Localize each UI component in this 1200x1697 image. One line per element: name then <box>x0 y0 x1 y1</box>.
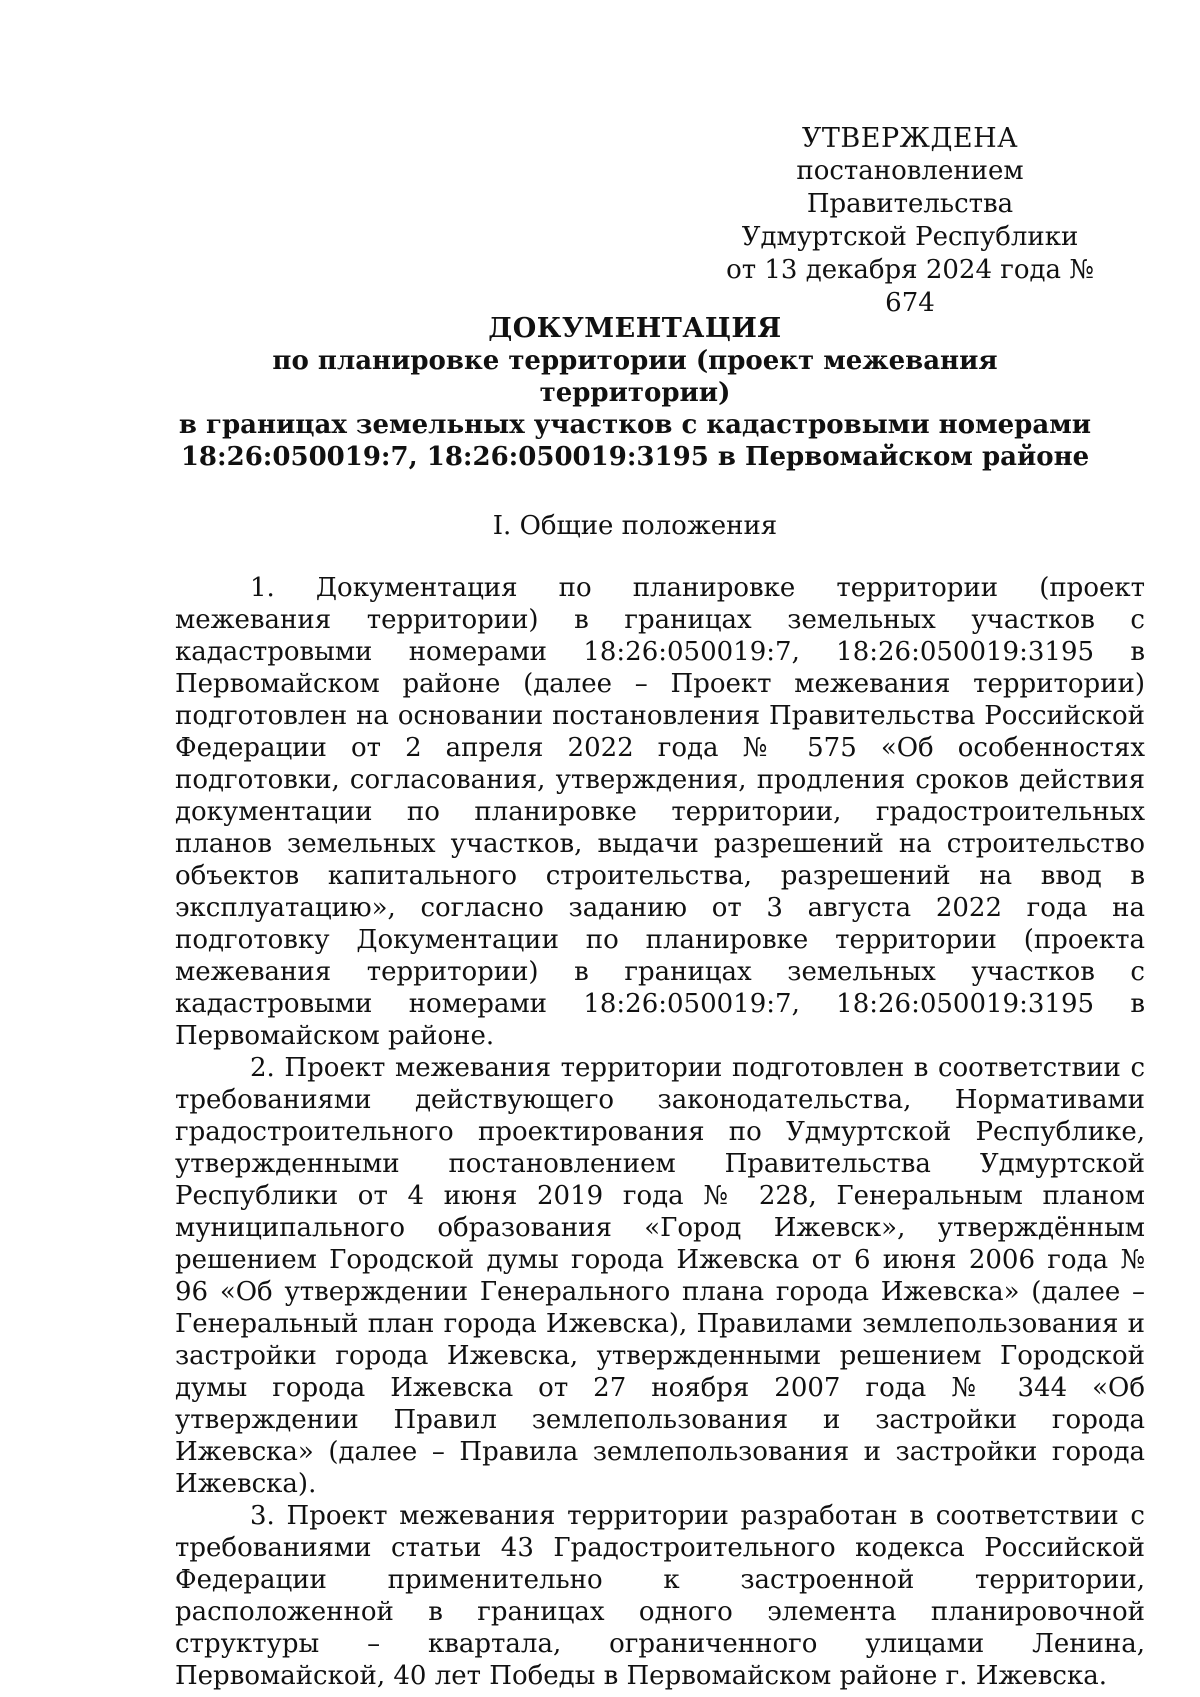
title-line-3: в границах земельных участков с кадастровыми номерами <box>178 410 1092 440</box>
title-line-2: по планировке территории (проект межевания территории) <box>272 346 998 408</box>
paragraph-3: 3. Проект межевания территории разработан в соответствии с требованиями статьи 43 Градостроительного кодекса Российской Федерации применительно к застроенной территории, расположенной в границах одного элемента планировочной структуры – квартала, ограниченного улицами Ленина, Первомайской, 40 лет Победы в Первомайском районе г. Ижевска. <box>175 1501 1145 1691</box>
section-title: I. Общие положения <box>492 511 778 541</box>
document-title <box>175 313 1095 473</box>
title-line-1: ДОКУМЕНТАЦИЯ <box>488 313 782 344</box>
document-body <box>175 572 1145 1692</box>
approval-line-2: Удмуртской Республики <box>741 222 1079 252</box>
paragraph-1: 1. Документация по планировке территории (проект межевания территории) в границах земельных участков с кадастровыми номерами 18:26:050019:7, 18:26:050019:3195 в Первомайском районе (далее – Проект межевания территории) подготовлен на основании постановления Правительства Российской Федерации от 2 апреля 2022 года № 575 «Об особенностях подготовки, согласования, утверждения, продления сроков действия документации по планировке территории, градостроительных планов земельных участков, выдачи разрешений на строительство объектов капитального строительства, разрешений на ввод в эксплуатацию», согласно заданию от 3 августа 2022 года на подготовку Документации по планировке территории (проекта межевания территории) в границах земельных участков с кадастровыми номерами 18:26:050019:7, 18:26:050019:3195 в Первомайском районе. <box>175 573 1145 1051</box>
approval-heading: УТВЕРЖДЕНА <box>801 123 1019 154</box>
approval-line-1: постановлением Правительства <box>796 156 1024 219</box>
approval-line-3: от 13 декабря 2024 года № 674 <box>726 255 1094 318</box>
approval-stamp <box>700 122 1120 320</box>
paragraph-2: 2. Проект межевания территории подготовлен в соответствии с требованиями действующего законодательства, Нормативами градостроительного проектирования по Удмуртской Республике, утвержденными постановлением Правительства Удмуртской Республики от 4 июня 2019 года № 228, Генеральным планом муниципального образования «Город Ижевск», утверждённым решением Городской думы города Ижевска от 6 июня 2006 года № 96 «Об утверждении Генерального плана города Ижевска» (далее – Генеральный план города Ижевска), Правилами землепользования и застройки города Ижевска, утвержденными решением Городской думы города Ижевска от 27 ноября 2007 года № 344 «Об утверждении Правил землепользования и застройки города Ижевска» (далее – Правила землепользования и застройки города Ижевска). <box>175 1053 1145 1499</box>
title-line-4: 18:26:050019:7, 18:26:050019:3195 в Первомайском районе <box>180 442 1090 472</box>
